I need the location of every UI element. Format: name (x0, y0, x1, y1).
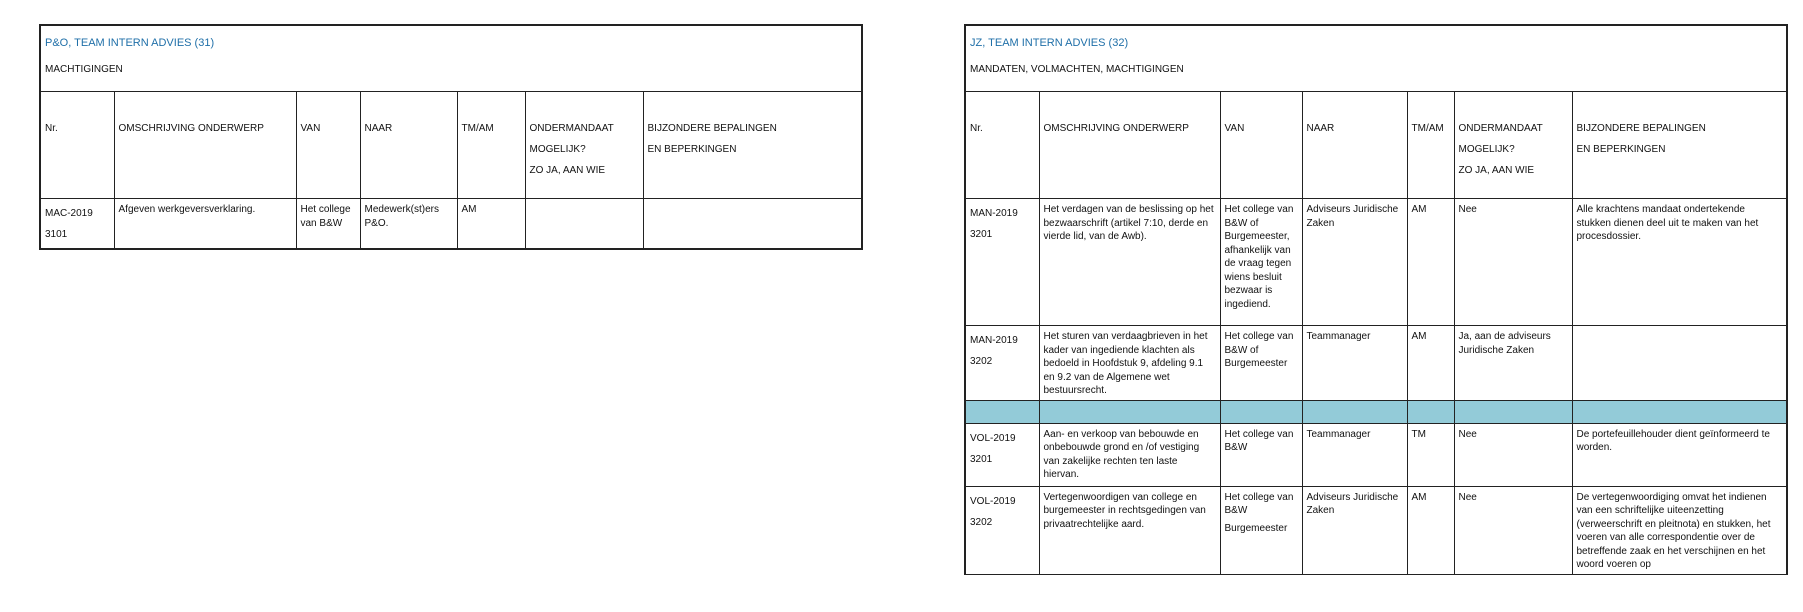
cell-omschrijving: Het sturen van verdaagbrieven in het kader van ingediende klachten als bedoeld in Hoofdstuk 9, afdeling 9.1 en 9.2 van de Algemene wet bestuursrecht. (1039, 326, 1220, 401)
header-ondermandaat-line: ZO JA, AAN WIE (529, 165, 606, 176)
section-title: P&O, TEAM INTERN ADVIES (31) (45, 37, 215, 49)
table-row (965, 326, 1787, 401)
highlight-cell (1220, 400, 1302, 423)
header-tmam: TM/AM (1407, 92, 1454, 199)
header-bijzondere (1572, 92, 1787, 199)
van-line: Burgemeester (1224, 522, 1288, 534)
nr-line: 3201 (970, 453, 993, 465)
table-row (965, 199, 1787, 326)
header-row (965, 92, 1787, 199)
nr-line: VOL-2019 (970, 495, 1016, 507)
cell-omschrijving: Het verdagen van de beslissing op het bezwaarschrift (artikel 7:10, derde en vierde lid, van de Awb). (1039, 199, 1220, 326)
nr-line: MAN-2019 (970, 335, 1018, 346)
cell-tmam: AM (1407, 326, 1454, 401)
cell-nr (965, 423, 1039, 486)
header-ondermandaat-line: ZO JA, AAN WIE (1458, 165, 1535, 176)
cell-naar: Teammanager (1302, 423, 1407, 486)
nr-line: MAC-2019 (45, 208, 93, 219)
section-title-cell (965, 25, 1787, 92)
nr-line: 3202 (970, 516, 993, 528)
header-bijzondere-line: BIJZONDERE BEPALINGEN (1576, 123, 1706, 134)
highlight-cell (1407, 400, 1454, 423)
cell-ondermandaat: Nee (1454, 199, 1572, 326)
header-naar: NAAR (360, 92, 457, 199)
section-title-cell (40, 25, 862, 92)
cell-nr (40, 199, 114, 249)
header-omschrijving: OMSCHRIJVING ONDERWERP (1039, 92, 1220, 199)
cell-nr (965, 326, 1039, 401)
cell-van (1220, 486, 1302, 574)
highlight-cell (1302, 400, 1407, 423)
cell-bijzondere: De vertegenwoordiging omvat het indienen van een schriftelijke uiteenzetting (verweerschrift en pleitnota) en stukken, het voeren van alle correspondentie over de betreffende zaak en het verschijnen en het woord voeren op (1572, 486, 1787, 574)
nr-line: MAN-2019 (970, 208, 1018, 219)
header-ondermandaat-line: ONDERMANDAAT (1458, 123, 1543, 134)
cell-bijzondere: De portefeuillehouder dient geïnformeerd te worden. (1572, 423, 1787, 486)
cell-nr (965, 486, 1039, 574)
cell-naar: Teammanager (1302, 326, 1407, 401)
cell-nr (965, 199, 1039, 326)
header-ondermandaat-line: MOGELIJK? (529, 144, 586, 155)
section-subtitle: MANDATEN, VOLMACHTEN, MACHTIGINGEN (970, 63, 1184, 75)
highlight-row (965, 400, 1787, 423)
cell-omschrijving: Aan- en verkoop van bebouwde en onbebouwde grond en /of vestiging van zakelijke rechten ten laste hiervan. (1039, 423, 1220, 486)
cell-ondermandaat: Ja, aan de adviseurs Juridische Zaken (1454, 326, 1572, 401)
header-nr: Nr. (40, 92, 114, 199)
table-row (40, 199, 862, 249)
cell-van: Het college van B&W of Burgemeester (1220, 326, 1302, 401)
header-tmam: TM/AM (457, 92, 525, 199)
cell-tmam: AM (1407, 486, 1454, 574)
nr-line: VOL-2019 (970, 432, 1016, 444)
cell-naar: Adviseurs Juridische Zaken (1302, 199, 1407, 326)
header-bijzondere-line: EN BEPERKINGEN (647, 144, 737, 155)
header-van: VAN (296, 92, 360, 199)
cell-bijzondere: Alle krachtens mandaat ondertekende stukken dienen deel uit te maken van het procesdossier. (1572, 199, 1787, 326)
header-ondermandaat (1454, 92, 1572, 199)
cell-ondermandaat (525, 199, 643, 249)
section-title: JZ, TEAM INTERN ADVIES (32) (970, 37, 1129, 49)
highlight-cell (965, 400, 1039, 423)
header-nr: Nr. (965, 92, 1039, 199)
nr-line: 3101 (45, 229, 68, 240)
header-omschrijving: OMSCHRIJVING ONDERWERP (114, 92, 296, 199)
cell-bijzondere (1572, 326, 1787, 401)
highlight-cell (1454, 400, 1572, 423)
highlight-cell (1039, 400, 1220, 423)
header-bijzondere (643, 92, 862, 199)
cell-tmam: AM (1407, 199, 1454, 326)
header-bijzondere-line: BIJZONDERE BEPALINGEN (647, 123, 777, 134)
table-row (965, 423, 1787, 486)
cell-van: Het college van B&W of Burgemeester, afhankelijk van de vraag tegen wiens besluit bezwaar is ingediend. (1220, 199, 1302, 326)
nr-line: 3201 (970, 229, 993, 240)
cell-tmam: TM (1407, 423, 1454, 486)
table-right (964, 24, 1788, 575)
cell-ondermandaat: Nee (1454, 486, 1572, 574)
header-row (40, 92, 862, 199)
header-naar: NAAR (1302, 92, 1407, 199)
header-ondermandaat-line: MOGELIJK? (1458, 144, 1515, 155)
cell-omschrijving: Vertegenwoordigen van college en burgemeester in rechtsgedingen van privaatrechtelijke aard. (1039, 486, 1220, 574)
cell-bijzondere (643, 199, 862, 249)
header-bijzondere-line: EN BEPERKINGEN (1576, 144, 1666, 155)
nr-line: 3202 (970, 356, 993, 367)
cell-ondermandaat: Nee (1454, 423, 1572, 486)
header-van: VAN (1220, 92, 1302, 199)
table-row (965, 486, 1787, 574)
cell-tmam: AM (457, 199, 525, 249)
section-subtitle: MACHTIGINGEN (45, 63, 123, 75)
table-left (39, 24, 863, 250)
cell-van: Het college van B&W (1220, 423, 1302, 486)
highlight-cell (1572, 400, 1787, 423)
header-ondermandaat (525, 92, 643, 199)
cell-naar: Adviseurs Juridische Zaken (1302, 486, 1407, 574)
cell-van: Het college van B&W (296, 199, 360, 249)
cell-naar: Medewerk(st)ers P&O. (360, 199, 457, 249)
header-ondermandaat-line: ONDERMANDAAT (529, 123, 614, 134)
van-line: Het college van B&W (1224, 491, 1294, 516)
cell-omschrijving: Afgeven werkgeversverklaring. (114, 199, 296, 249)
